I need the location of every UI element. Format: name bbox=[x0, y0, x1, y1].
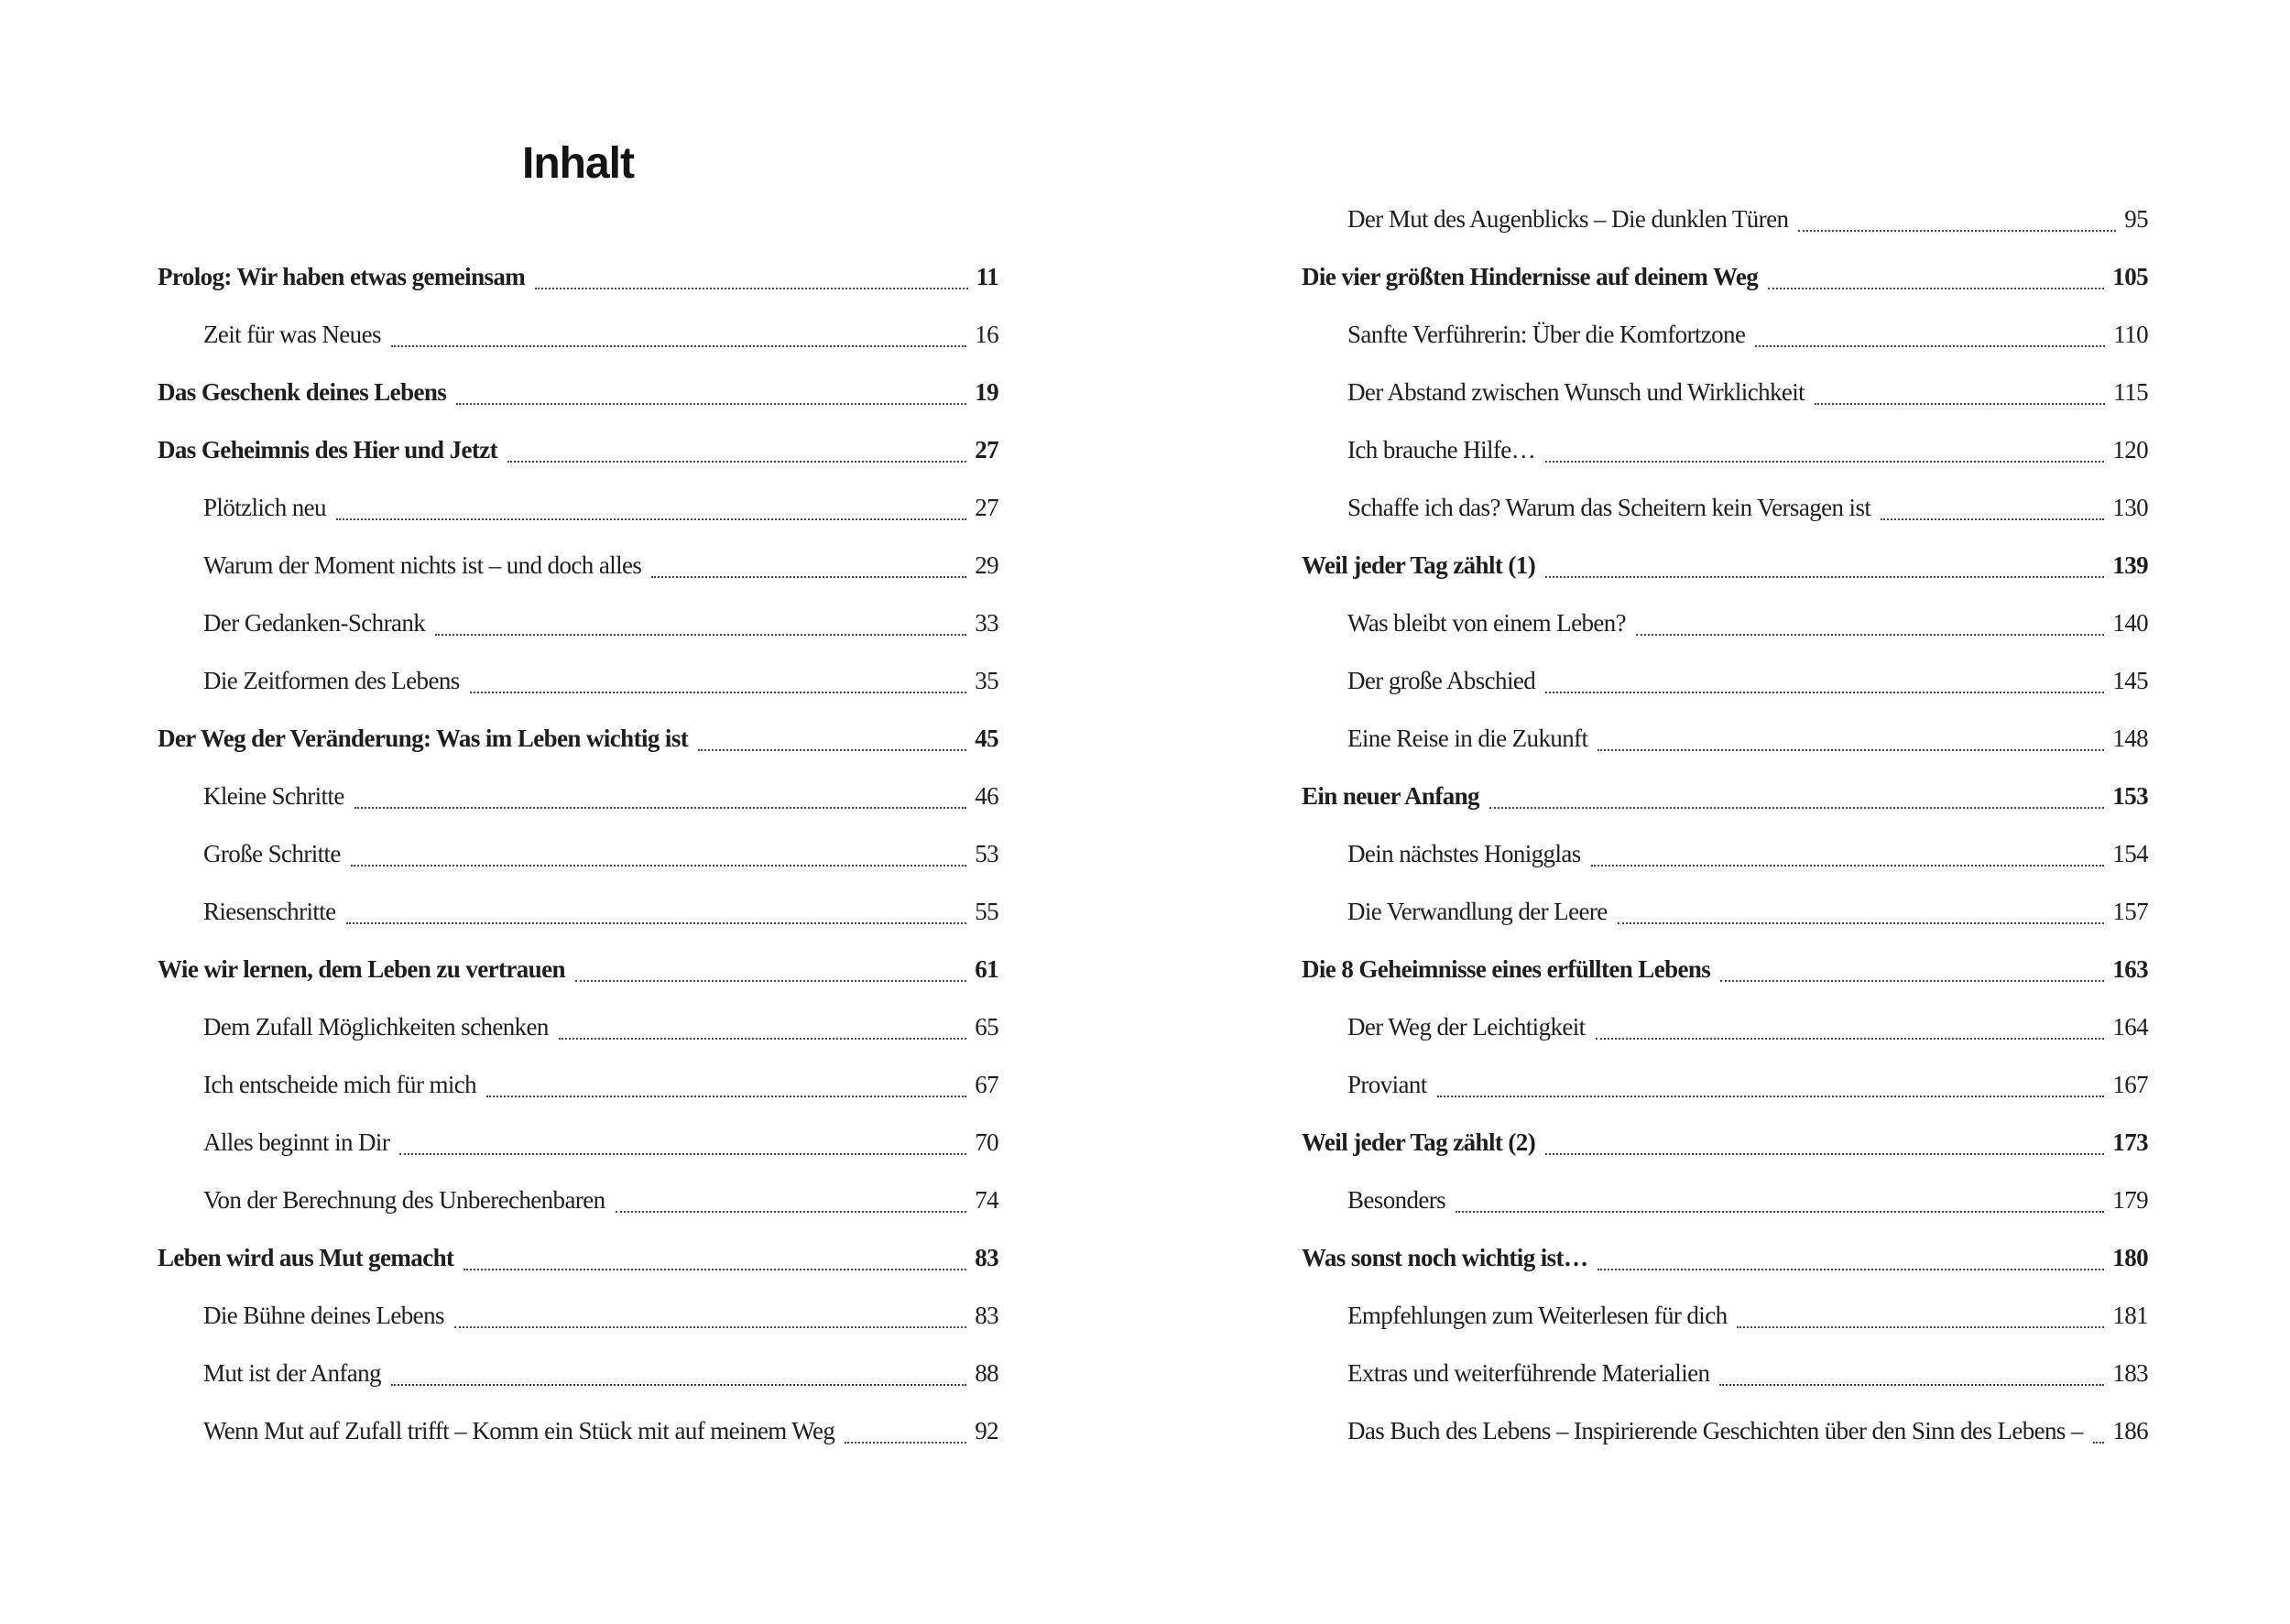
dot-leader bbox=[1636, 634, 2104, 636]
toc-entry-page-number: 65 bbox=[975, 1013, 998, 1041]
dot-leader bbox=[1545, 461, 2104, 463]
dot-leader bbox=[1798, 230, 2116, 232]
toc-entry-page-number: 130 bbox=[2112, 494, 2148, 521]
toc-entry-label: Zeit für was Neues bbox=[203, 321, 381, 348]
toc-sub-row bbox=[1302, 1056, 2148, 1114]
toc-entry-page-number: 163 bbox=[2112, 955, 2148, 983]
toc-entry-label: Die vier größten Hindernisse auf deinem Weg bbox=[1302, 263, 1759, 290]
toc-entry-page-number: 95 bbox=[2124, 205, 2148, 233]
toc-chapter-row bbox=[158, 1229, 998, 1287]
dot-leader bbox=[1737, 1326, 2104, 1328]
toc-entry-label: Das Geschenk deines Lebens bbox=[158, 378, 447, 406]
toc-entry-page-number: 45 bbox=[975, 725, 998, 752]
toc-entry-label: Was bleibt von einem Leben? bbox=[1347, 609, 1627, 637]
dot-leader bbox=[1456, 1211, 2104, 1213]
toc-entry-label: Der Gedanken-Schrank bbox=[203, 609, 426, 637]
toc-entry-label: Weil jeder Tag zählt (2) bbox=[1302, 1128, 1536, 1156]
dot-leader bbox=[463, 1269, 966, 1270]
toc-entry-page-number: 27 bbox=[975, 436, 998, 463]
toc-sub-row bbox=[1302, 306, 2148, 364]
toc-entry-label: Plötzlich neu bbox=[203, 494, 326, 521]
dot-leader bbox=[535, 288, 967, 289]
toc-sub-row bbox=[158, 998, 998, 1056]
dot-leader bbox=[575, 980, 966, 982]
dot-leader bbox=[2093, 1442, 2104, 1444]
toc-entry-page-number: 46 bbox=[975, 782, 998, 810]
toc-entry-page-number: 115 bbox=[2113, 378, 2148, 406]
toc-entry-label: Weil jeder Tag zählt (1) bbox=[1302, 551, 1536, 579]
toc-entry-page-number: 186 bbox=[2112, 1417, 2148, 1444]
dot-leader bbox=[559, 1038, 966, 1040]
toc-sub-row bbox=[1302, 421, 2148, 479]
dot-leader bbox=[454, 1326, 966, 1328]
dot-leader bbox=[1618, 922, 2105, 924]
toc-entry-label: Das Buch des Lebens – Inspirierende Geschichten über den Sinn des Lebens – bbox=[1347, 1417, 2083, 1444]
toc-entry-label: Empfehlungen zum Weiterlesen für dich bbox=[1347, 1302, 1728, 1329]
toc-entry-page-number: 29 bbox=[975, 551, 998, 579]
dot-leader bbox=[1768, 288, 2104, 289]
dot-leader bbox=[391, 1384, 966, 1386]
toc-sub-row bbox=[158, 883, 998, 941]
dot-leader bbox=[1598, 1269, 2104, 1270]
toc-sub-row bbox=[158, 1114, 998, 1172]
toc-entry-label: Proviant bbox=[1347, 1071, 1427, 1098]
toc-entry-label: Warum der Moment nichts ist – und doch alles bbox=[203, 551, 642, 579]
toc-column-left bbox=[158, 248, 998, 1460]
toc-entry-page-number: 181 bbox=[2112, 1302, 2148, 1329]
toc-entry-page-number: 11 bbox=[976, 263, 998, 290]
dot-leader bbox=[1598, 749, 2104, 751]
toc-entry-label: Mut ist der Anfang bbox=[203, 1359, 381, 1387]
dot-leader bbox=[346, 922, 967, 924]
toc-chapter-row bbox=[1302, 1114, 2148, 1172]
toc-entry-label: Schaffe ich das? Warum das Scheitern kein Versagen ist bbox=[1347, 494, 1871, 521]
dot-leader bbox=[1719, 1384, 2104, 1386]
toc-chapter-row bbox=[1302, 537, 2148, 594]
toc-sub-row bbox=[158, 479, 998, 537]
toc-chapter-row bbox=[158, 941, 998, 998]
dot-leader bbox=[1720, 980, 2104, 982]
toc-sub-row bbox=[158, 537, 998, 594]
toc-chapter-row bbox=[1302, 1229, 2148, 1287]
toc-entry-page-number: 92 bbox=[975, 1417, 998, 1444]
toc-entry-label: Prolog: Wir haben etwas gemeinsam bbox=[158, 263, 526, 290]
dot-leader bbox=[507, 461, 966, 463]
dot-leader bbox=[456, 403, 966, 405]
toc-sub-row bbox=[158, 1056, 998, 1114]
toc-sub-row bbox=[158, 1172, 998, 1229]
toc-entry-page-number: 83 bbox=[975, 1302, 998, 1329]
toc-entry-page-number: 164 bbox=[2112, 1013, 2148, 1041]
toc-entry-label: Die Zeitformen des Lebens bbox=[203, 667, 460, 694]
toc-sub-row bbox=[158, 594, 998, 652]
dot-leader bbox=[1755, 345, 2105, 347]
toc-entry-label: Ein neuer Anfang bbox=[1302, 782, 1479, 810]
dot-leader bbox=[1591, 865, 2105, 866]
toc-sub-row bbox=[1302, 1287, 2148, 1345]
toc-column-right bbox=[1302, 191, 2148, 1460]
toc-entry-label: Das Geheimnis des Hier und Jetzt bbox=[158, 436, 498, 463]
toc-entry-label: Ich brauche Hilfe… bbox=[1347, 436, 1536, 463]
toc-entry-label: Dein nächstes Honigglas bbox=[1347, 840, 1581, 867]
toc-entry-page-number: 110 bbox=[2113, 321, 2148, 348]
toc-entry-page-number: 167 bbox=[2112, 1071, 2148, 1098]
page-title: Inhalt bbox=[522, 139, 634, 188]
toc-entry-page-number: 88 bbox=[975, 1359, 998, 1387]
dot-leader bbox=[1489, 807, 2104, 809]
toc-sub-row bbox=[1302, 710, 2148, 768]
toc-entry-page-number: 19 bbox=[975, 378, 998, 406]
toc-entry-label: Die Bühne deines Lebens bbox=[203, 1302, 444, 1329]
toc-entry-page-number: 183 bbox=[2112, 1359, 2148, 1387]
toc-sub-row bbox=[1302, 998, 2148, 1056]
toc-sub-row bbox=[1302, 883, 2148, 941]
toc-entry-page-number: 33 bbox=[975, 609, 998, 637]
toc-chapter-row bbox=[1302, 248, 2148, 306]
toc-sub-row bbox=[1302, 191, 2148, 248]
toc-entry-page-number: 61 bbox=[975, 955, 998, 983]
toc-entry-label: Der Mut des Augenblicks – Die dunklen Türen bbox=[1347, 205, 1789, 233]
toc-entry-page-number: 179 bbox=[2112, 1186, 2148, 1214]
toc-entry-page-number: 154 bbox=[2112, 840, 2148, 867]
toc-entry-page-number: 53 bbox=[975, 840, 998, 867]
dot-leader bbox=[1545, 576, 2104, 578]
toc-entry-label: Dem Zufall Möglichkeiten schenken bbox=[203, 1013, 549, 1041]
toc-entry-label: Was sonst noch wichtig ist… bbox=[1302, 1244, 1588, 1271]
toc-entry-page-number: 145 bbox=[2112, 667, 2148, 694]
dot-leader bbox=[336, 518, 966, 520]
toc-entry-label: Riesenschritte bbox=[203, 898, 336, 925]
dot-leader bbox=[616, 1211, 967, 1213]
toc-entry-page-number: 74 bbox=[975, 1186, 998, 1214]
toc-entry-page-number: 153 bbox=[2112, 782, 2148, 810]
dot-leader bbox=[651, 576, 966, 578]
toc-entry-page-number: 70 bbox=[975, 1128, 998, 1156]
toc-chapter-row bbox=[1302, 941, 2148, 998]
toc-sub-row bbox=[1302, 825, 2148, 883]
toc-sub-row bbox=[1302, 479, 2148, 537]
toc-entry-label: Große Schritte bbox=[203, 840, 341, 867]
dot-leader bbox=[1881, 518, 2104, 520]
toc-chapter-row bbox=[158, 364, 998, 421]
dot-leader bbox=[1596, 1038, 2105, 1040]
toc-sub-row bbox=[158, 652, 998, 710]
toc-entry-label: Der Weg der Veränderung: Was im Leben wichtig ist bbox=[158, 725, 689, 752]
toc-entry-page-number: 180 bbox=[2112, 1244, 2148, 1271]
toc-entry-page-number: 55 bbox=[975, 898, 998, 925]
toc-sub-row bbox=[1302, 1345, 2148, 1402]
toc-entry-label: Der große Abschied bbox=[1347, 667, 1536, 694]
toc-entry-page-number: 148 bbox=[2112, 725, 2148, 752]
toc-entry-page-number: 105 bbox=[2112, 263, 2148, 290]
toc-entry-label: Von der Berechnung des Unberechenbaren bbox=[203, 1186, 605, 1214]
toc-entry-page-number: 157 bbox=[2112, 898, 2148, 925]
toc-entry-label: Leben wird aus Mut gemacht bbox=[158, 1244, 454, 1271]
dot-leader bbox=[1545, 1153, 2104, 1155]
toc-entry-label: Der Weg der Leichtigkeit bbox=[1347, 1013, 1586, 1041]
toc-entry-page-number: 120 bbox=[2112, 436, 2148, 463]
toc-chapter-row bbox=[158, 248, 998, 306]
dot-leader bbox=[1545, 692, 2104, 693]
toc-entry-page-number: 35 bbox=[975, 667, 998, 694]
dot-leader bbox=[1437, 1095, 2105, 1097]
dot-leader bbox=[486, 1095, 966, 1097]
toc-sub-row bbox=[1302, 594, 2148, 652]
toc-entry-label: Kleine Schritte bbox=[203, 782, 344, 810]
toc-entry-page-number: 83 bbox=[975, 1244, 998, 1271]
toc-entry-label: Die 8 Geheimnisse eines erfüllten Lebens bbox=[1302, 955, 1711, 983]
dot-leader bbox=[354, 807, 966, 809]
toc-entry-page-number: 140 bbox=[2112, 609, 2148, 637]
toc-entry-label: Wie wir lernen, dem Leben zu vertrauen bbox=[158, 955, 565, 983]
toc-chapter-row bbox=[1302, 768, 2148, 825]
dot-leader bbox=[698, 749, 966, 751]
toc-chapter-row bbox=[158, 710, 998, 768]
dot-leader bbox=[470, 692, 967, 693]
toc-entry-label: Alles beginnt in Dir bbox=[203, 1128, 390, 1156]
toc-entry-label: Ich entscheide mich für mich bbox=[203, 1071, 477, 1098]
toc-entry-label: Der Abstand zwischen Wunsch und Wirklichkeit bbox=[1347, 378, 1805, 406]
toc-entry-page-number: 173 bbox=[2112, 1128, 2148, 1156]
toc-sub-row bbox=[158, 825, 998, 883]
toc-sub-row bbox=[158, 1287, 998, 1345]
toc-sub-row bbox=[1302, 1402, 2148, 1460]
toc-entry-label: Besonders bbox=[1347, 1186, 1446, 1214]
toc-entry-label: Wenn Mut auf Zufall trifft – Komm ein Stück mit auf meinem Weg bbox=[203, 1417, 835, 1444]
toc-entry-label: Die Verwandlung der Leere bbox=[1347, 898, 1608, 925]
toc-entry-page-number: 16 bbox=[975, 321, 998, 348]
toc-chapter-row bbox=[158, 421, 998, 479]
toc-sub-row bbox=[1302, 364, 2148, 421]
dot-leader bbox=[1815, 403, 2105, 405]
dot-leader bbox=[435, 634, 966, 636]
toc-entry-label: Extras und weiterführende Materialien bbox=[1347, 1359, 1710, 1387]
toc-sub-row bbox=[158, 1345, 998, 1402]
toc-entry-label: Eine Reise in die Zukunft bbox=[1347, 725, 1588, 752]
toc-entry-page-number: 27 bbox=[975, 494, 998, 521]
toc-entry-page-number: 139 bbox=[2112, 551, 2148, 579]
toc-entry-page-number: 67 bbox=[975, 1071, 998, 1098]
toc-sub-row bbox=[1302, 1172, 2148, 1229]
toc-sub-row bbox=[158, 306, 998, 364]
toc-entry-label: Sanfte Verführerin: Über die Komfortzone bbox=[1347, 321, 1746, 348]
dot-leader bbox=[391, 345, 966, 347]
toc-sub-row bbox=[158, 768, 998, 825]
dot-leader bbox=[351, 865, 966, 866]
dot-leader bbox=[399, 1153, 966, 1155]
toc-sub-row bbox=[158, 1402, 998, 1460]
toc-sub-row bbox=[1302, 652, 2148, 710]
dot-leader bbox=[845, 1442, 966, 1444]
